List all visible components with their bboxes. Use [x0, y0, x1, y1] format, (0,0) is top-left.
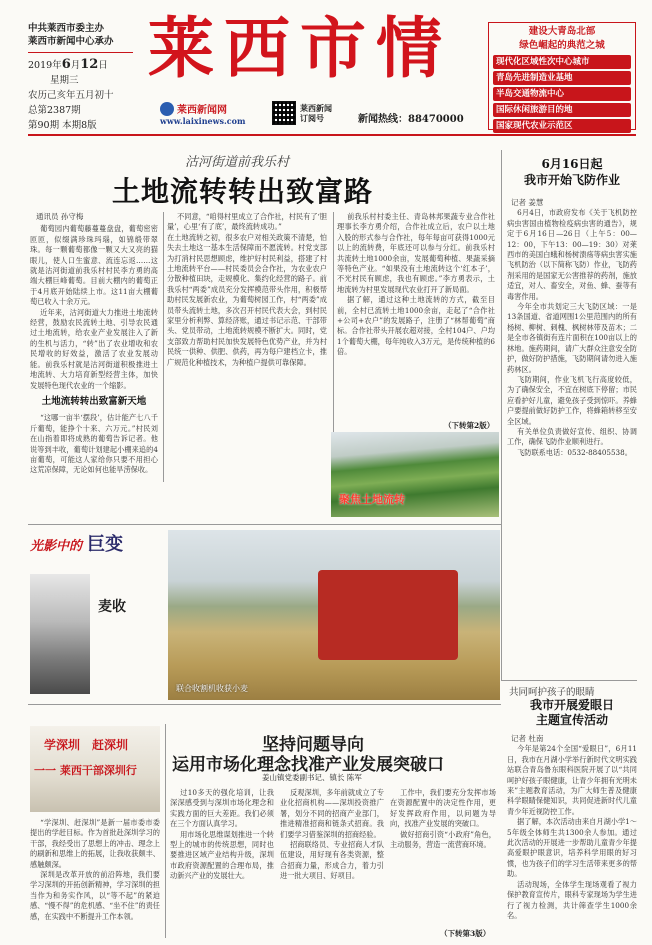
- feature-banner: [30, 530, 160, 570]
- slogan-item: 青岛先进制造业基地: [493, 71, 631, 85]
- feature-photo-note: 联合收割机收获小麦: [176, 684, 248, 693]
- bottom-headline-1: 坚持问题导向: [262, 735, 364, 755]
- globe-icon: [160, 102, 174, 116]
- bottom-column-2: 反观深圳，多年前就成立了专业化招商机构——深圳投资推广署，划分不同的招商产业部门，推进精准招商和链条式招商。我们要学习借鉴深圳的招商经验。 招商联络员、专业招商人才队伍建设，用好现有各类资源，整合招商力量，形成合力，着力引进一批大项目、好项目。: [280, 788, 384, 881]
- right-bottom-byline: 记者 杜南: [511, 734, 544, 743]
- right-bottom-title: 我市开展爱眼日 主题宣传活动: [529, 698, 614, 727]
- bottom-headline-2: 运用市场化理念找准产业发展突破口: [172, 755, 444, 775]
- lead-byline: 通讯员 孙守梅: [36, 212, 84, 221]
- slogan-item: 半岛交通物流中心: [493, 87, 631, 101]
- lead-kicker: 沽河街道前我乐村: [185, 155, 290, 170]
- publisher-block: [28, 22, 148, 48]
- lead-column-1: 通讯员 孙守梅 葡萄园内葡萄藤蔓蔓盘盘，葡萄密密匝匝，似缀满珍珠玛瑙，如锦缎带翠珠。每一颗葡萄都像一颗又大又亮的猫眼儿，使人口生蜜意、流连忘返……这就是沽河街道前我乐村村民李方勇的高端大棚巨峰葡萄。目前大棚内的葡萄正于4月底开始陆续上市。这11亩大棚葡萄已收入十余万元。 近年来，沽河街道大力推进土地流转经营，鼓励农民流转土地、引导农民通过土地流转，给农业产业发展注入了新的生机与活力，“转”出了农业增收和农民增收的好效益，激活了农业发展动能。前我乐村就是沽河街道积极推进土地流转、大力培育新型经营主体，加快发展特色现代农业的一个缩影。 土地流转转出致富新天地 “这哪一亩半‘摆段’，估计能产七八千斤葡萄，能挣个十来、六万元。”村民刘在山指着即将成熟的葡萄告诉记者。他说等到丰收，葡萄计划建起小棚来追的4亩葡萄，可能这人家给你只要不用担心这荒凉保障，无论如何也能旱涝保收。: [30, 212, 158, 475]
- right-top-body: 记者 姜慧 6月4日，市政府发布《关于飞机防控病虫害国由植物检疫病虫害的通告》，规定于6月16日—26日（上午5：00—12：00，下午13：00—19：30）对莱西市的美国白蛾和杨树溃疡等病虫害实施飞机防治（以下简称飞防）作业，飞防药剂采用的是国家无公害推荐的药剂，施放适宜，对人、畜安全，对鱼、蜂、蚕等有毒害作用。 今年全市共划定三大飞防区域：一是13条国道、省道网围1公里范围内的所有杨树、柳树、刺槐、枫树林带及苗木；二是全市各镇街有连片面积在100亩以上的林地。施药期间，请广大群众注意安全防护，做好防护措施，飞防期间请勿进入施药林区。 飞防期间，作业飞机飞行高度较低，为了确保安全，不宜在树底下停留；市民应看护好儿童，避免孩子受到惊吓。养蜂户要提前做好防护工作，将蜂箱转移至安全区域。 有关单位负责做好宣传、组织、协调工作，确保飞防作业顺利进行。 飞防联系电话：0532-88405538。: [507, 198, 637, 457]
- lead-headline: 土地流转转出致富路: [112, 175, 374, 208]
- lunar-date: 农历己亥年五月初十: [28, 90, 114, 101]
- slogan-title: 建设大青岛北部 绿色崛起的典范之城: [519, 26, 605, 51]
- bottom-column-3: 工作中，我们要充分发挥市场在资源配置中的决定性作用，更好发挥政府作用，以问题为导向，找准产业发展的突破口。 做好招商引资“小政府”角色，主动服务，营造一流营商环境。: [390, 788, 496, 850]
- lead-column-2: 不同意，“咱得村里成立了合作社，村民有了‘胆量’，心里‘有了底’，最终流转成功。” 在土地流转之初，很多农户对相关政策不清楚，怕失去土地这一基本生活保障而不愿流转。村党支部为打消村民思想顾虑，维护好村民利益，搭建了村土地流转平台——村民委员会合作社，为农业农户分散种植田块，走规模化、集约化经营的路子。前我乐村“两委”成员充分发挥模范带头作用，积极帮助村民发展新农业，为葡萄树园工作，村“两委”成员带头流转土地，多次召开村民代表大会，到村民家里分析利弊、算经济账，通过书记示范、干部带头、党员带动，土地流转规模不断扩大。同时，党支部致力帮助村民加快发展特色优势产业，并为村民统一供种、供肥、供药，再为每户建档立卡，推广规范化种植技术，为种植户提供可靠保障。: [167, 212, 327, 367]
- slogan-item: 现代化区域性次中心城市: [493, 55, 631, 69]
- feature-main-photo: [168, 530, 500, 700]
- issue-date: 2019年6月12日: [28, 57, 108, 72]
- lead-photo: [331, 432, 499, 517]
- right-top-byline: 记者 姜慧: [511, 198, 544, 207]
- bottom-left-banner: [30, 726, 160, 812]
- feature-banner-prefix: 光影中的: [30, 539, 83, 554]
- weekday: 星期三: [50, 75, 79, 86]
- issue-number: 第90期 本期8版: [28, 120, 97, 131]
- lead-continued: （下转第2版）: [444, 421, 495, 430]
- website-url[interactable]: www.laixinews.com: [160, 116, 246, 126]
- bottom-byline: 姜山镇党委副书记、镇长 陈军: [262, 773, 362, 782]
- combine-harvester: [318, 570, 458, 660]
- lead-subhead: 土地流转转出致富新天地: [41, 395, 147, 407]
- website-logo[interactable]: [160, 101, 260, 129]
- publisher-line: 中共莱西市委主办: [28, 23, 105, 34]
- bottom-left-banner-2: 一一 莱西干部深圳行: [34, 764, 137, 777]
- right-top-title: 6月16日起 我市开始飞防作业: [523, 157, 620, 187]
- publisher-line: 莱西市新闻中心承办: [28, 36, 114, 47]
- right-bottom-kicker: 共同呵护孩子的眼睛: [509, 687, 595, 698]
- date-block: [28, 57, 148, 133]
- bottom-continued: （下转第3版）: [440, 929, 491, 938]
- feature-caption: 麦收: [98, 599, 126, 615]
- slogan-box: [488, 22, 636, 130]
- newspaper-title: 莱西市情: [148, 9, 452, 87]
- bottom-left-banner-1: 学深圳 赶深圳: [44, 738, 129, 752]
- qr-code-icon[interactable]: [272, 101, 296, 125]
- feature-banner-suffix: 巨变: [87, 534, 124, 555]
- feature-small-photo: [30, 574, 90, 694]
- bottom-column-1: 过10多天的强化培训，让我深深感受到与深圳市场化理念和实践方面的巨大差距。我们必须在三个方面认真学习。 用市场化思维谋划推进一个转型上的城市的传统思想，同时也要推进区域产业结构升级，深圳市政府资源配置的合理布局，推动新兴产业的发展壮大。: [170, 788, 274, 881]
- right-top-contact: 飞防联系电话：0532-88405538。: [517, 447, 632, 457]
- website-name: 莱西新闻网: [177, 105, 227, 116]
- lead-photo-caption: 聚焦土地流转: [339, 493, 405, 506]
- slogan-item: 国家现代农业示范区: [493, 119, 631, 133]
- news-hotline: 新闻热线：88470000: [358, 114, 464, 125]
- total-issue: 总第2387期: [28, 105, 81, 116]
- right-bottom-body: 记者 杜南 今年是第24个全国“爱眼日”，6月11日，我市在月湖小学举行新时代文明实践站联合青岛鲁东眼科医院开展了以“共同呵护好孩子眼健康，让青少年拥有光明未来”主题教育活动，为广大师生普及健康科学眼睛保健知识，共同促进新时代儿童青少年近视防控工作。 据了解，本次活动由来自月湖小学1～5年级全体师生共1300余人参加。通过此次活动的开展进一步帮助儿童青少年提高爱眼护眼意识，培养科学用眼的好习惯，也为孩子们的学习生活带来更多的帮助。 活动现场，全体学生现场观看了视力保护教育宣传片，眼科专家现场为学生进行了视力检测，共计筛查学生1000余名。: [507, 734, 637, 920]
- slogan-item: 国际休闲旅游目的地: [493, 103, 631, 117]
- subscribe-label: 莱西新闻 订阅号: [300, 103, 332, 123]
- bottom-left-body: “学深圳、赶深圳”是新一届市委市委提出的学赶目标。作为首批赴深圳学习的干部，我经受出了思想上的冲击、理念上的刷新和思维上的拓展，让我收获颇丰、感触颇深。 深圳是改革开放的前沿阵地，我们要学习深圳的开拓创新精神，学习深圳的担当作为和务实作风，以“等不起”的紧迫感、“慢不得”的危机感、“坐不住”的责任感，在实践中不断提升工作本领。: [30, 818, 160, 921]
- lead-column-3: 前我乐村村委主任、青岛林邦果蔬专业合作社理事长李方勇介绍，合作社成立后，农户以土地入股的形式参与合作社，每年每亩可获得1000元以上的流转费，年底还可以参与分红。前我乐村共流转土地1000余亩，发展葡萄种植、果蔬采摘等特色产业。“如果没有土地流转这个‘红本子’，不光村民有顾虑，我也有顾虑。”李方勇表示，土地流转为村里发展现代农业打开了新局面。 据了解，通过这种土地流转的方式，截至目前，全村已流转土地1000余亩，走起了“合作社+公司+农户”的发展路子，注册了“林帮葡萄”商标。合作社带头开展农超对接，全村104户、户均1个葡萄大棚，每年纯收入3万元，是传统种植的6倍。: [337, 212, 495, 357]
